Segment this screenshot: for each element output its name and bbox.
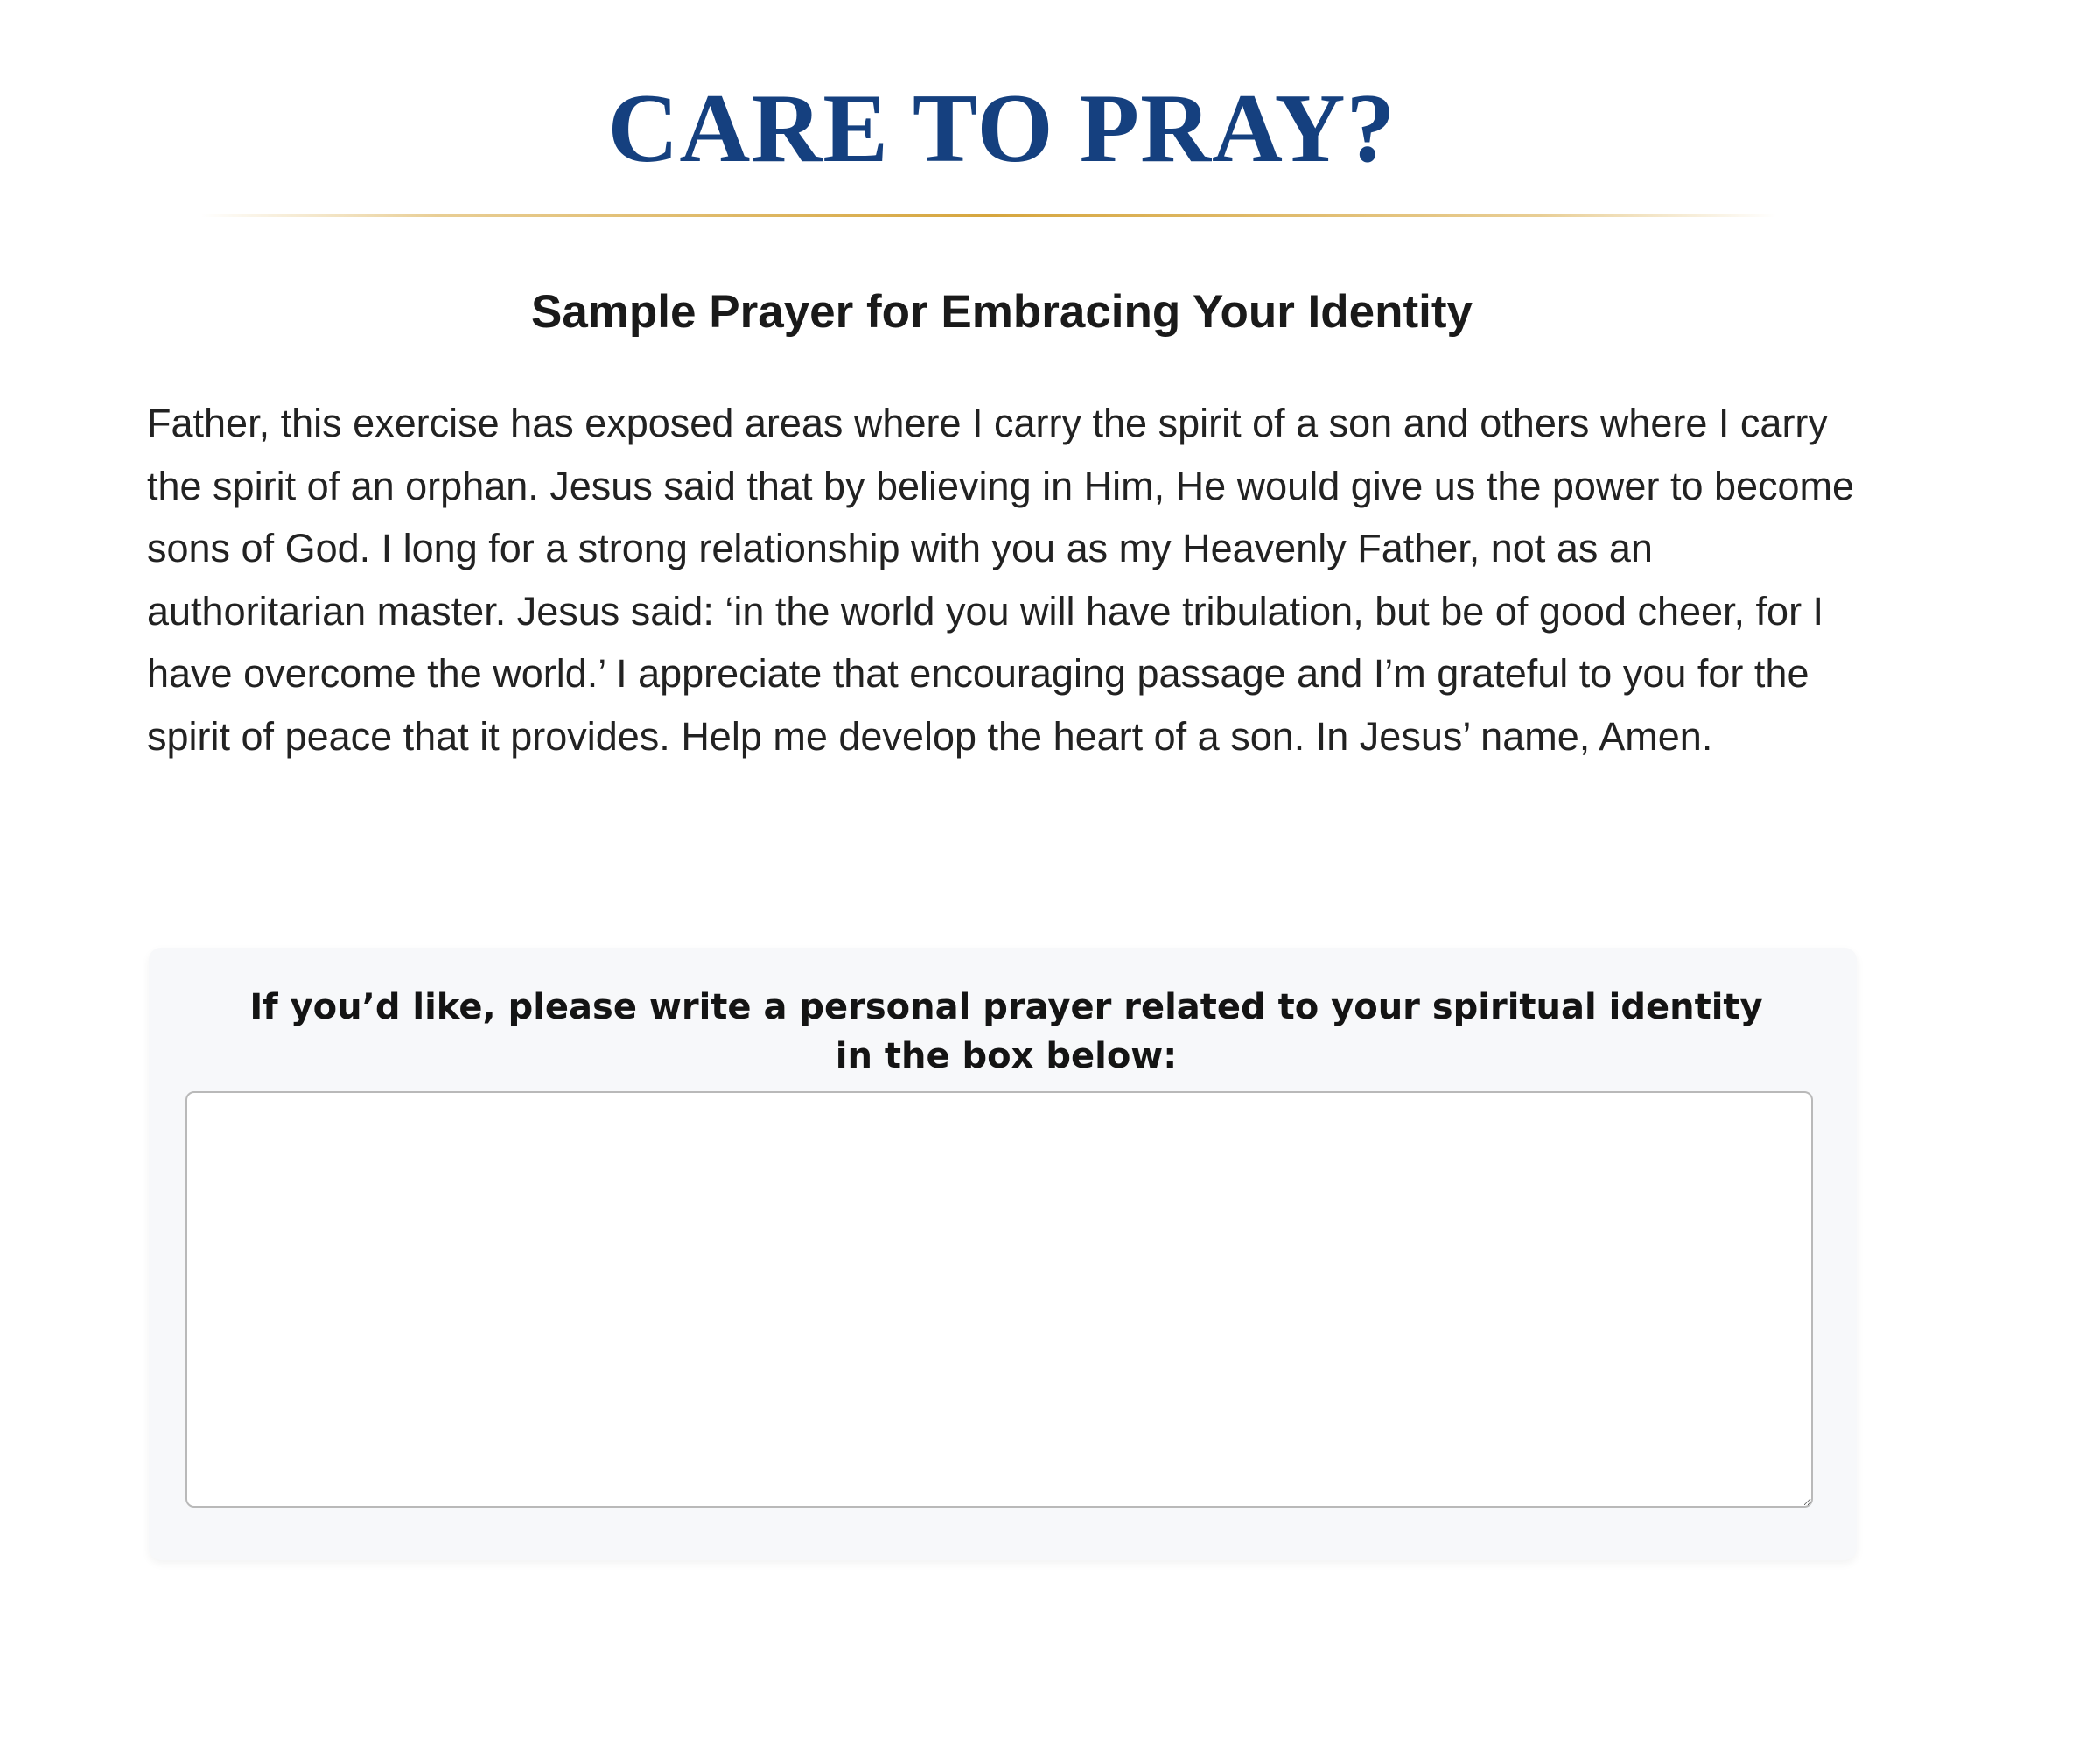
personal-prayer-textarea[interactable] [186,1091,1813,1508]
page-title: CARE TO PRAY? [607,74,1396,183]
title-divider [201,214,1776,217]
sample-prayer-heading: Sample Prayer for Embracing Your Identity [530,286,1474,338]
personal-prayer-card [149,948,1857,1560]
personal-prayer-prompt: If you’d like, please write a personal prayer related to your spiritual identity in the box below: [249,987,1763,1076]
sample-prayer-text: Father, this exercise has exposed areas where I carry the spirit of a son and others where I carry the spirit of an orphan. Jesus said that by believing in Him, He would give us the power to become sons of God. I long for a strong relationship with you as my Heavenly Father, not as an authoritarian master. Jesus said: ‘in the world you will have tribulation, but be of good cheer, for I have overcome the world.’ I appreciate that encouraging passage and I’m grateful to you for the spirit of peace that it provides. Help me develop the heart of a son. In Jesus’ name, Amen. [147,401,1855,759]
